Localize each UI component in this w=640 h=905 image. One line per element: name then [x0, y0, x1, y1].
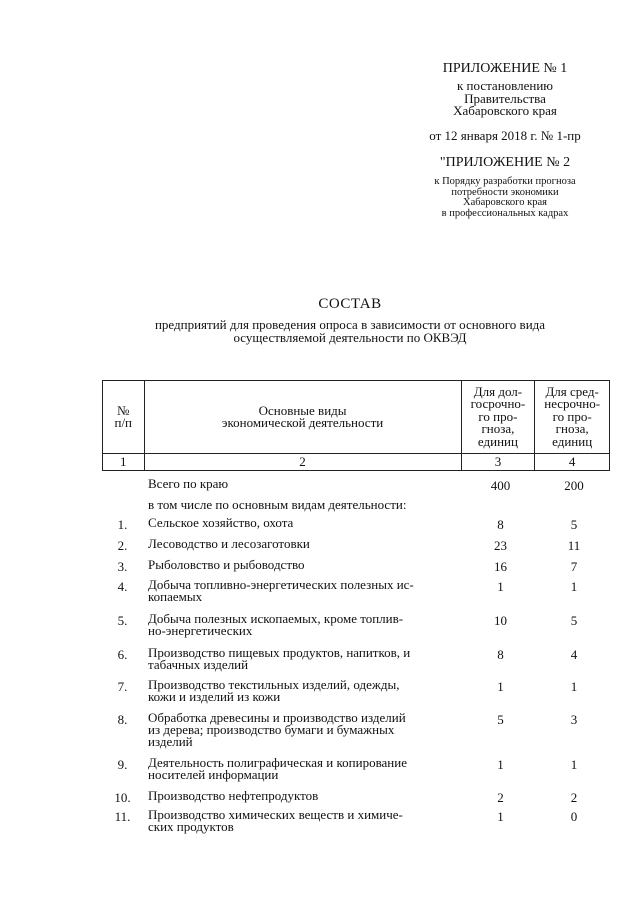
document-subtitle — [80, 318, 620, 344]
row-medium-term-count: 200 — [564, 478, 584, 493]
row-activity-line: Сельское хозяйство, охота — [148, 515, 294, 530]
column-number-row — [103, 454, 610, 471]
row-activity-line: Добыча полезных ископаемых, кроме топлив- — [148, 611, 404, 626]
appendix2-subtitle-line: в профессиональных кадрах — [441, 207, 569, 219]
row-number: 6. — [117, 647, 128, 662]
table-row — [102, 559, 610, 579]
row-medium-term-count: 1 — [570, 579, 578, 594]
row-activity — [148, 538, 456, 550]
row-long-term-count: 1 — [497, 809, 504, 824]
row-activity-line: из дерева; производство бумаги и бумажных — [148, 722, 395, 737]
header-line: Основные виды — [258, 402, 347, 418]
row-activity-line: Рыболовство и рыбоводство — [148, 557, 305, 572]
header-line: гноза, — [555, 421, 589, 437]
document-subtitle-line: предприятий для проведения опроса в зависимости от основного вида — [154, 317, 546, 332]
row-activity — [148, 478, 456, 490]
document-subtitle-line: осуществляемой деятельности по ОКВЭД — [233, 330, 467, 345]
row-medium-term-count: 1 — [570, 757, 578, 772]
row-number: 7. — [117, 679, 128, 694]
appendix-subtitle-line: Правительства — [464, 90, 546, 106]
row-number: 1. — [117, 517, 128, 532]
table-row — [102, 809, 610, 843]
enterprise-table-header — [102, 380, 610, 471]
row-activity-line: носителей информации — [148, 767, 279, 782]
appendix2-subtitle-line: Хабаровского края — [463, 197, 547, 208]
header-line: госрочно- — [470, 396, 526, 412]
row-activity-line: изделий — [148, 734, 193, 749]
table-header-row — [103, 381, 610, 454]
row-activity-line: Всего по краю — [148, 476, 229, 491]
row-long-term-count: 1 — [497, 757, 504, 772]
document-title: СОСТАВ — [318, 296, 382, 312]
row-number: 10. — [114, 790, 131, 805]
header-line: го про- — [478, 408, 518, 424]
appendix2-subtitle-line: потребности экономики — [451, 186, 559, 198]
row-activity-line: Производство текстильных изделий, одежды, — [148, 677, 400, 692]
header-line: № — [117, 402, 130, 418]
row-activity — [148, 499, 456, 511]
header-line: экономической деятельности — [221, 415, 384, 430]
row-activity-line: Производство химических веществ и химиче- — [148, 807, 403, 822]
row-medium-term-count: 5 — [570, 517, 578, 532]
row-number: 11. — [114, 809, 131, 824]
row-activity — [148, 712, 456, 748]
row-medium-term-count: 5 — [570, 613, 578, 628]
row-number: 2. — [117, 538, 128, 553]
row-long-term-count: 8 — [497, 517, 504, 532]
column-number: 4 — [535, 454, 610, 471]
row-long-term-count: 2 — [497, 790, 504, 805]
header-medium-term — [535, 381, 610, 454]
row-long-term-count: 1 — [497, 679, 504, 694]
header-line: гноза, — [481, 421, 515, 437]
header-line: единиц — [552, 433, 593, 449]
row-activity-line: табачных изделий — [148, 657, 249, 672]
row-long-term-count: 400 — [490, 478, 511, 493]
appendix-subtitle — [400, 80, 610, 118]
table-row — [102, 712, 610, 757]
row-activity-line: Лесоводство и лесозаготовки — [148, 536, 310, 551]
table-row — [102, 478, 610, 499]
row-activity — [148, 809, 456, 833]
row-long-term-count: 1 — [497, 579, 504, 594]
row-activity — [148, 517, 456, 529]
row-medium-term-count: 1 — [570, 679, 578, 694]
row-activity-line: Производство пищевых продуктов, напитков, и — [148, 645, 411, 660]
row-activity — [148, 647, 456, 671]
table-row — [102, 517, 610, 538]
row-number: 8. — [117, 712, 128, 727]
appendix2-title: "ПРИЛОЖЕНИЕ № 2 — [439, 155, 571, 170]
row-number: 9. — [117, 757, 128, 772]
table-row — [102, 679, 610, 712]
appendix-subtitle-line: Хабаровского края — [453, 103, 557, 118]
column-number: 3 — [461, 454, 535, 471]
row-activity — [148, 790, 456, 802]
row-long-term-count: 23 — [494, 538, 507, 553]
header-line: го про- — [552, 408, 592, 424]
row-medium-term-count: 0 — [570, 809, 578, 824]
row-activity-line: Добыча топливно-энергетических полезных ис- — [148, 577, 414, 592]
row-activity-line: ских продуктов — [148, 819, 234, 834]
row-activity — [148, 579, 456, 603]
row-activity-line: копаемых — [148, 589, 203, 604]
row-medium-term-count: 3 — [570, 712, 578, 727]
row-activity-line: Производство нефтепродуктов — [148, 788, 319, 803]
header-number — [103, 381, 145, 454]
header-activity — [144, 381, 461, 454]
row-number: 5. — [117, 613, 128, 628]
row-long-term-count: 16 — [494, 559, 507, 574]
row-long-term-count: 8 — [497, 647, 504, 662]
header-line: единиц — [477, 433, 518, 449]
row-long-term-count: 10 — [494, 613, 507, 628]
appendix2-subtitle — [400, 177, 610, 219]
row-activity — [148, 757, 456, 781]
row-medium-term-count: 4 — [570, 647, 578, 662]
row-long-term-count: 5 — [497, 712, 504, 727]
table-row — [102, 757, 610, 790]
row-activity — [148, 613, 456, 637]
row-activity-line: но-энергетических — [148, 623, 253, 638]
row-activity — [148, 679, 456, 703]
header-line: Для сред- — [545, 383, 599, 399]
row-activity — [148, 559, 456, 571]
table-row — [102, 613, 610, 647]
decree-date: от 12 января 2018 г. № 1-пр — [429, 128, 581, 143]
header-line: п/п — [114, 415, 133, 430]
row-number: 4. — [117, 579, 128, 594]
column-number: 2 — [144, 454, 461, 471]
header-line: несрочно- — [544, 396, 601, 412]
column-number: 1 — [103, 454, 145, 471]
row-activity-line: Деятельность полиграфическая и копирование — [148, 755, 407, 770]
row-activity-line: Обработка древесины и производство изделий — [148, 710, 406, 725]
row-medium-term-count: 2 — [570, 790, 578, 805]
table-row — [102, 579, 610, 613]
header-line: Для дол- — [473, 383, 523, 399]
row-medium-term-count: 7 — [570, 559, 578, 574]
table-row — [102, 538, 610, 559]
row-medium-term-count: 11 — [567, 538, 581, 553]
row-number: 3. — [117, 559, 128, 574]
table-row — [102, 647, 610, 679]
row-activity-line: в том числе по основным видам деятельности: — [148, 497, 407, 512]
header-long-term — [461, 381, 535, 454]
row-activity-line: кожи и изделий из кожи — [148, 689, 281, 704]
appendix-title: ПРИЛОЖЕНИЕ № 1 — [442, 61, 568, 76]
appendix-subtitle-line: к постановлению — [456, 78, 554, 93]
appendix2-subtitle-line: к Порядку разработки прогноза — [434, 176, 576, 187]
